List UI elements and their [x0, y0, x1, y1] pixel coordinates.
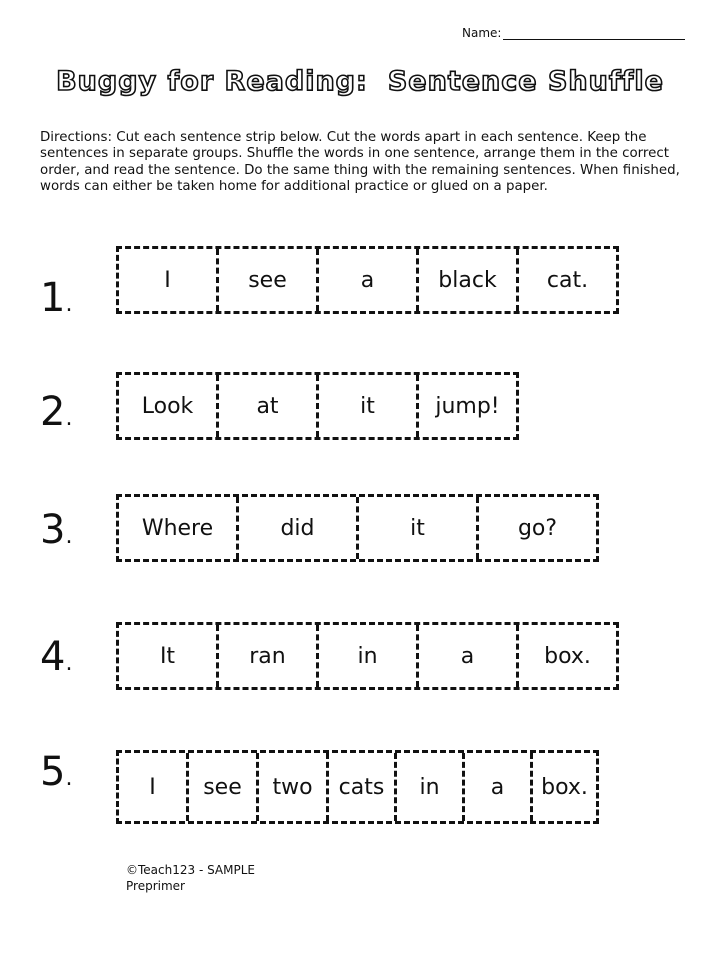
sentence-number-5: 5.	[40, 749, 73, 795]
word-card[interactable]: cat.	[546, 267, 589, 293]
worksheet-title	[0, 66, 720, 97]
word-card[interactable]: I	[119, 249, 219, 311]
word-card[interactable]: did	[239, 497, 359, 559]
word-card[interactable]: at	[219, 375, 319, 437]
sentence-strip-3	[116, 494, 599, 562]
word-card[interactable]: cats	[329, 753, 397, 821]
word-card[interactable]: a	[419, 625, 519, 687]
word-card[interactable]: It	[119, 625, 219, 687]
sentence-number-4: 4.	[40, 634, 73, 680]
word-card[interactable]: Where	[119, 497, 239, 559]
word-card[interactable]: it	[359, 497, 479, 559]
word-card[interactable]: a	[465, 753, 533, 821]
directions-text: Directions: Cut each sentence strip below. Cut the words apart in each sentence. Keep the sentences in separate groups. Shuffle the words in one sentence, arrange them in the correct order, and read the sentence. Do the same thing with the remaining sentences. When finished, words can either be taken home for additional practice or glued on a paper.	[40, 130, 680, 194]
copyright-text: ©Teach123 - SAMPLE	[126, 863, 255, 877]
word-card[interactable]: I	[119, 753, 189, 821]
word-card[interactable]: jump!	[435, 393, 500, 419]
word-card[interactable]: go?	[517, 515, 558, 541]
word-card[interactable]: box.	[544, 643, 591, 669]
word-card[interactable]: see	[219, 249, 319, 311]
name-label: Name:	[462, 26, 502, 40]
level-text: Preprimer	[126, 879, 185, 893]
sentence-strip-5	[116, 750, 599, 824]
name-blank-line[interactable]	[503, 27, 685, 40]
word-card[interactable]: box.	[541, 774, 588, 800]
word-card[interactable]: ran	[219, 625, 319, 687]
word-card[interactable]: two	[259, 753, 329, 821]
word-card[interactable]: in	[397, 753, 465, 821]
sentence-number-2: 2.	[40, 389, 73, 435]
name-field[interactable]	[462, 26, 685, 40]
word-card[interactable]: a	[319, 249, 419, 311]
word-card[interactable]: black	[419, 249, 519, 311]
sentence-strip-4	[116, 622, 619, 690]
sentence-number-3: 3.	[40, 507, 73, 553]
word-card[interactable]: Look	[119, 375, 219, 437]
footer	[126, 862, 255, 894]
title-part-1: Buggy for Reading:	[56, 66, 368, 97]
sentence-number-1: 1.	[40, 275, 73, 321]
word-card[interactable]: it	[319, 375, 419, 437]
sentence-strip-1	[116, 246, 619, 314]
title-part-2: Sentence Shuffle	[387, 66, 664, 97]
sentence-strip-2	[116, 372, 519, 440]
word-card[interactable]: see	[189, 753, 259, 821]
word-card[interactable]: in	[319, 625, 419, 687]
